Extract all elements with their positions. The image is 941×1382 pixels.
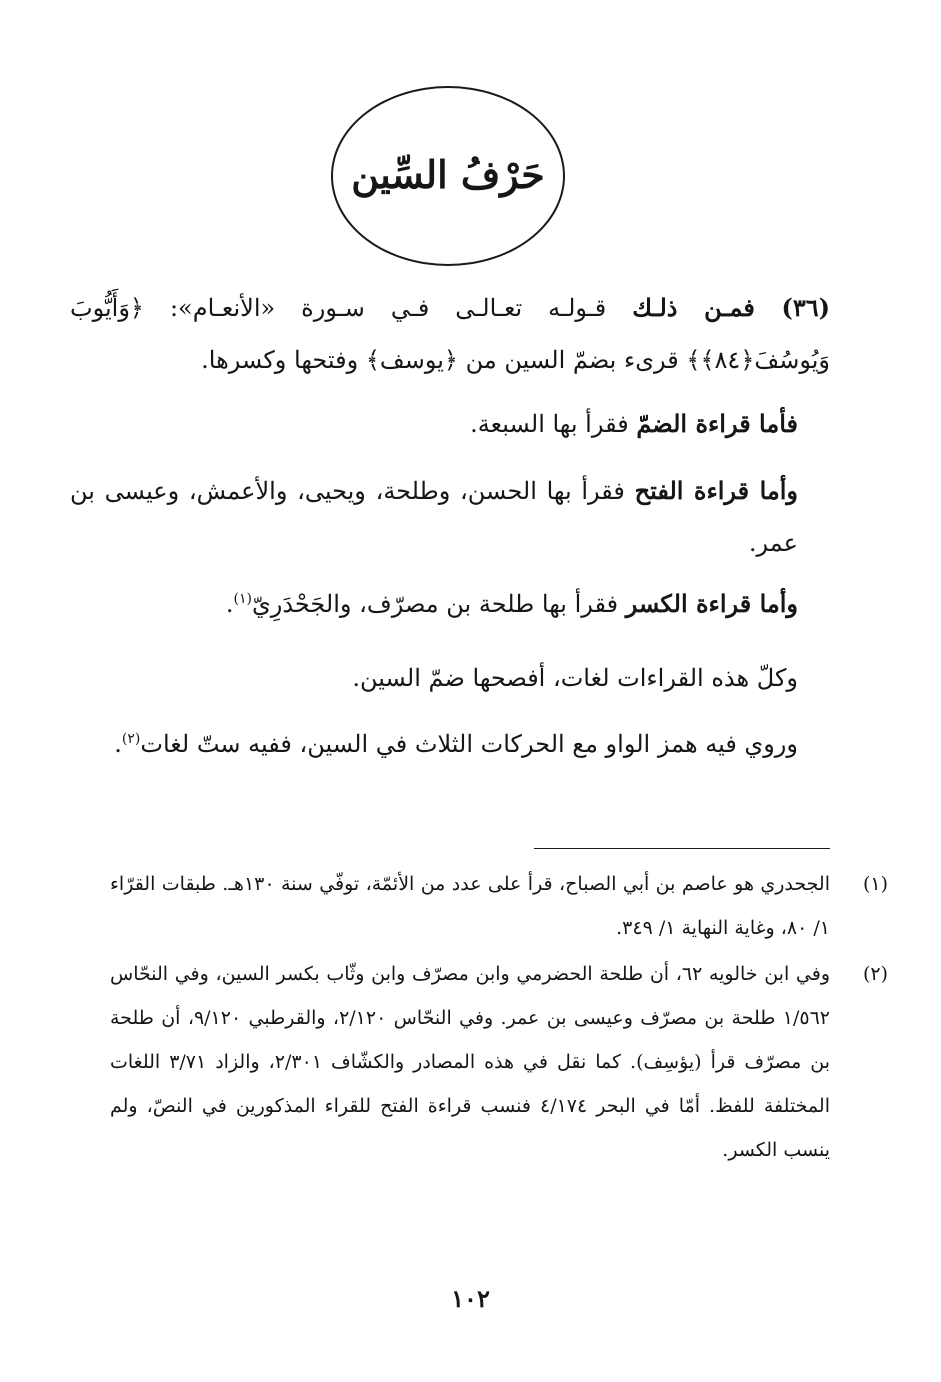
paragraph-text: فقرأ بها الحسن، وطلحة، ويحيى، والأعمش، وعيسى بن عمر.: [70, 477, 798, 557]
paragraph-lead: (٣٦) فمـن ذلـك: [632, 293, 830, 322]
paragraph-hamz: [70, 718, 830, 770]
footnote-ref-1[interactable]: (١): [233, 591, 252, 607]
paragraph-end: .: [114, 730, 122, 758]
paragraph-summary: وكلّ هذه القراءات لغات، أفصحها ضمّ السين.: [352, 664, 798, 692]
paragraph-damma: [70, 398, 830, 450]
footnote-2: [110, 952, 888, 1172]
footnote-number: (٢): [862, 963, 888, 985]
paragraph-lead: فأما قراءة الضمّ: [636, 409, 798, 438]
paragraph-kasra: [70, 578, 830, 630]
paragraph-text: قـولـه تعـالـى فـي سـورة «الأنعـام»: ﴿وَأَيُّوبَ وَيُوسُفَ﴿٨٤﴾﴾ قرىء بضمّ السين من ﴿يوسف﴾ وفتحها وكسرها.: [70, 294, 830, 374]
paragraph-36: [70, 282, 830, 386]
paragraph-fatha: [70, 465, 830, 569]
paragraph-text: فقرأ بها السبعة.: [470, 410, 637, 438]
paragraph-text: فقرأ بها طلحة بن مصرّف، والجَحْدَرِيّ: [251, 590, 626, 618]
paragraph-lead: وأما قراءة الكسر: [625, 589, 798, 618]
footnote-text: الجحدري هو عاصم بن أبي الصباح، قرأ على عدد من الأئمّة، توفّي سنة ١٣٠هـ. طبقات القرّاء ١/ ٨٠، وغاية النهاية ١/ ٣٤٩.: [110, 873, 830, 939]
footnote-number: (١): [862, 873, 888, 895]
paragraph-end: .: [225, 590, 234, 618]
footnote-text: وفي ابن خالويه ٦٢، أن طلحة الحضرمي وابن مصرّف وابن وثّاب بكسر السين، وفي النحّاس ١/٥٦٢ طلحة بن مصرّف وعيسى بن عمر. وفي النحّاس ٢/١٢٠، والقرطبي ٩/١٢٠، أن طلحة بن مصرّف قرأ (يؤسِف). كما نقل في هذه المصادر والكشّاف ٢/٣٠١، والزاد ٣/٧١ اللغات المختلفة للفظ. أمّا في البحر ٤/١٧٤ فنسب قراءة الفتح للقراء المذكورين في النصّ، ولم ينسب الكسر.: [110, 963, 830, 1161]
chapter-title-oval: [331, 86, 565, 266]
paragraph-text: وروي فيه همز الواو مع الحركات الثلاث في السين، ففيه ستّ لغات: [140, 730, 798, 758]
paragraph-lead: وأما قراءة الفتح: [634, 476, 798, 505]
footnote-1: [110, 862, 888, 950]
chapter-title: حَرْفُ السِّين: [351, 151, 545, 197]
footnote-ref-2[interactable]: (٢): [121, 731, 141, 747]
page-number: ١٠٢: [451, 1284, 490, 1313]
footnote-divider: [534, 848, 830, 849]
